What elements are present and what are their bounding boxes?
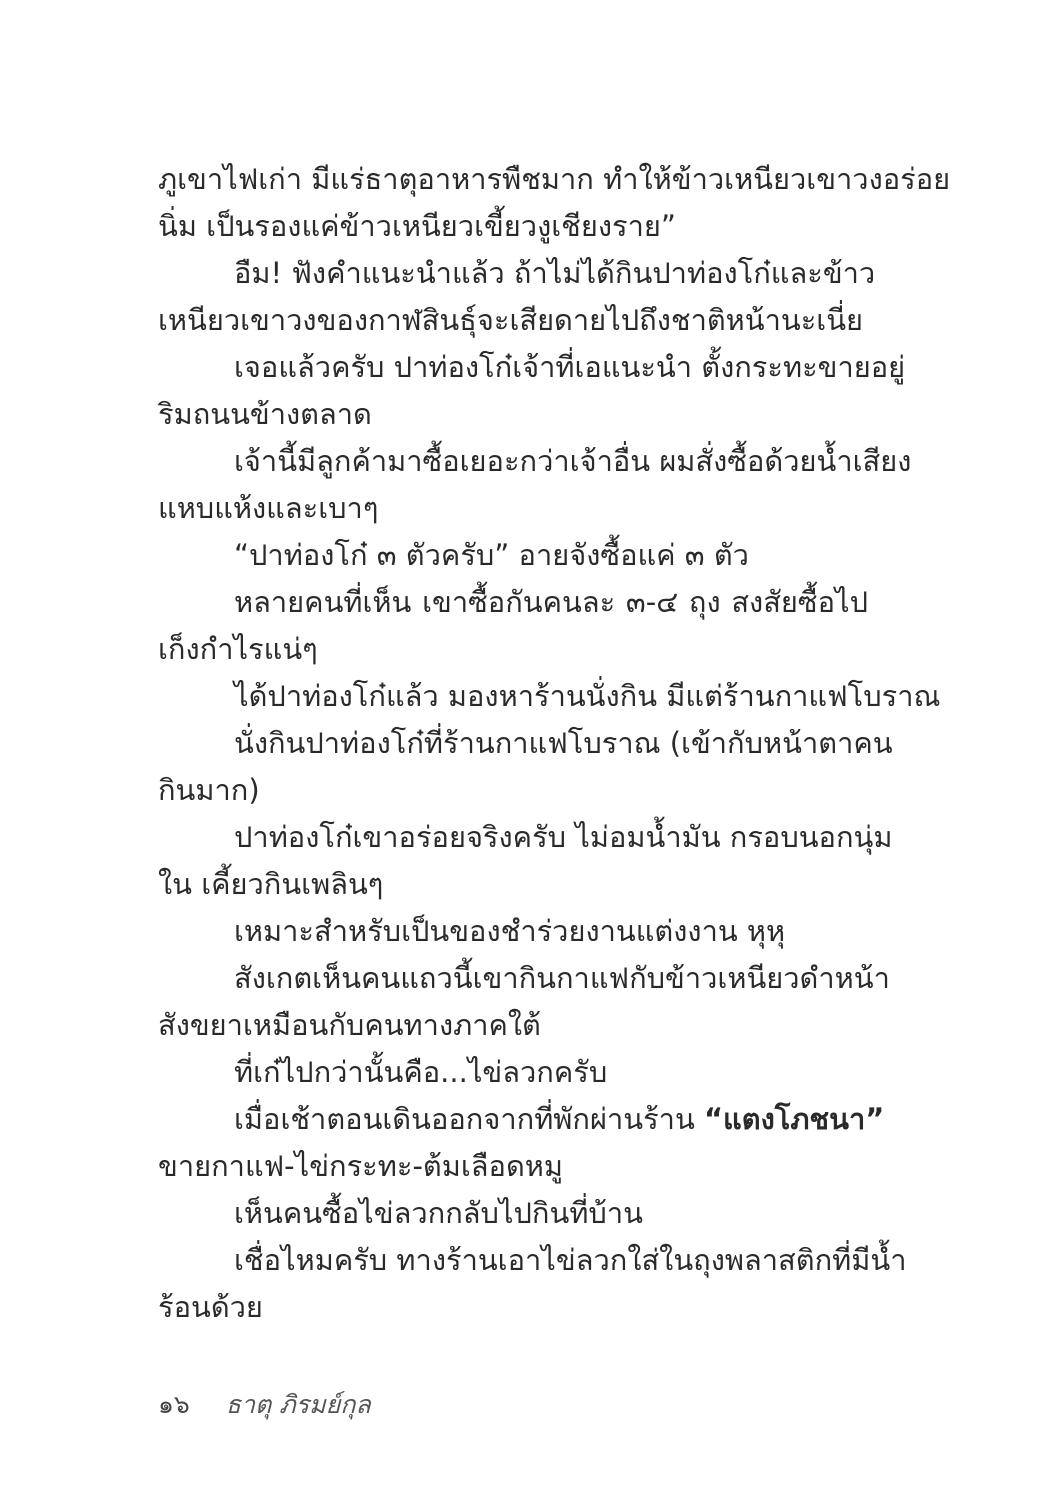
line-text: กินมาก)	[158, 773, 260, 807]
line-text: เห็นคนซื้อไข่ลวกกลับไปกินที่บ้าน	[234, 1196, 643, 1230]
line-text: สังขยาเหมือนกับคนทางภาคใต้	[158, 1008, 541, 1042]
text-line-11	[158, 626, 868, 673]
text-line-16	[158, 861, 868, 908]
text-line-24	[158, 1237, 907, 1284]
line-text: ภูเขาไฟเก่า มีแร่ธาตุอาหารพืชมาก ทำให้ข้าวเหนียวเขาวงอร่อย	[158, 162, 951, 196]
line-text: ใน เคี้ยวกินเพลินๆ	[158, 867, 384, 901]
text-line-9	[158, 532, 868, 579]
text-line-5	[158, 344, 906, 391]
text-line-21	[158, 1096, 885, 1143]
line-text: สังเกตเห็นคนแถวนี้เขากินกาแฟกับข้าวเหนียวดำหน้า	[234, 961, 890, 995]
text-line-22	[158, 1143, 868, 1190]
text-line-6	[158, 391, 868, 438]
body-text	[158, 156, 951, 1331]
line-text: อืม! ฟังคำแนะนำแล้ว ถ้าไม่ได้กินปาท่องโก๋และข้าว	[234, 256, 876, 290]
line-text: เจอแล้วครับ ปาท่องโก๋เจ้าที่เอแนะนำ ตั้งกระทะขายอยู่	[234, 350, 906, 384]
line-text: ได้ปาท่องโก๋แล้ว มองหาร้านนั่งกิน มีแต่ร้านกาแฟโบราณ	[234, 679, 941, 713]
line-text: ร้อนด้วย	[158, 1290, 263, 1324]
text-line-7	[158, 438, 912, 485]
text-line-1	[158, 156, 951, 203]
text-line-18	[158, 955, 890, 1002]
text-line-4	[158, 297, 868, 344]
line-text: นิ่ม เป็นรองแค่ข้าวเหนียวเขี้ยวงูเชียงราย”	[158, 209, 676, 243]
text-line-19	[158, 1002, 868, 1049]
text-line-3	[158, 250, 876, 297]
shop-name: “แตงโภชนา”	[704, 1102, 885, 1136]
text-line-2	[158, 203, 868, 250]
text-line-25	[158, 1284, 868, 1331]
line-text: หลายคนที่เห็น เขาซื้อกันคนละ ๓-๔ ถุง สงสัยซื้อไป	[234, 585, 868, 619]
line-text: ปาท่องโก๋เขาอร่อยจริงครับ ไม่อมน้ำมัน กรอบนอกนุ่ม	[234, 820, 893, 854]
text-line-10	[158, 579, 868, 626]
line-text: เหนียวเขาวงของกาฬสินธุ์จะเสียดายไปถึงชาติหน้านะเนี่ย	[158, 303, 864, 337]
page-number: ๑๖	[158, 1390, 190, 1419]
text-line-12	[158, 673, 941, 720]
line-text: เหมาะสำหรับเป็นของชำร่วยงานแต่งงาน หุหุ	[234, 914, 786, 948]
line-text: เมื่อเช้าตอนเดินออกจากที่พักผ่านร้าน	[234, 1102, 704, 1136]
text-line-17	[158, 908, 868, 955]
text-line-13	[158, 720, 893, 767]
author-name: ธาตุ ภิรมย์กุล	[225, 1390, 371, 1419]
line-text: ขายกาแฟ-ไข่กระทะ-ต้มเลือดหมู	[158, 1149, 564, 1183]
line-text: นั่งกินปาท่องโก๋ที่ร้านกาแฟโบราณ (เข้ากับหน้าตาคน	[234, 726, 893, 760]
page-footer	[158, 1385, 371, 1425]
text-line-14	[158, 767, 868, 814]
line-text: ริมถนนข้างตลาด	[158, 397, 372, 431]
text-line-23	[158, 1190, 868, 1237]
line-text: “ปาท่องโก๋ ๓ ตัวครับ” อายจังซื้อแค่ ๓ ตัว	[234, 538, 749, 572]
line-text: ที่เก๋ไปกว่านั้นคือ...ไข่ลวกครับ	[234, 1055, 608, 1089]
line-text: เจ้านี้มีลูกค้ามาซื้อเยอะกว่าเจ้าอื่น ผมสั่งซื้อด้วยน้ำเสียง	[234, 444, 912, 478]
line-text: แหบแห้งและเบาๆ	[158, 491, 379, 525]
line-text: เก็งกำไรแน่ๆ	[158, 632, 318, 666]
text-line-15	[158, 814, 893, 861]
text-line-20	[158, 1049, 868, 1096]
text-line-8	[158, 485, 868, 532]
line-text: เชื่อไหมครับ ทางร้านเอาไข่ลวกใส่ในถุงพลาสติกที่มีน้ำ	[234, 1243, 907, 1277]
